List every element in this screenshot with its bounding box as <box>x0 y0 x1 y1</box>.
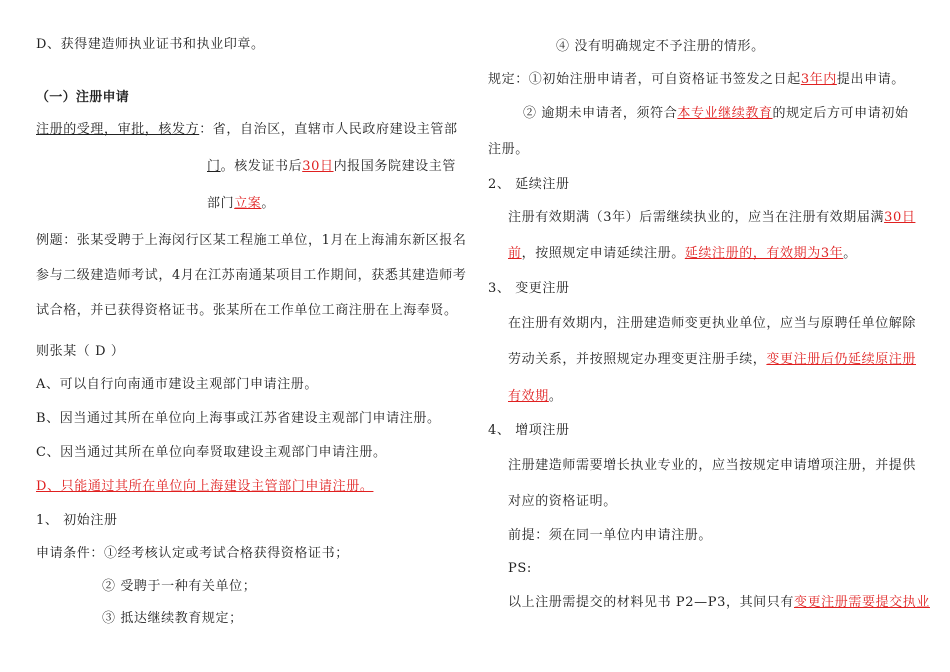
red-renewal-validity: 延续注册的，有效期为3年 <box>684 246 844 261</box>
rule-2 <box>523 105 909 123</box>
red-change-materials: 变更注册需要提交执业 <box>793 595 930 610</box>
rule-1 <box>488 71 905 89</box>
addition-line-2: 对应的资格证明。 <box>508 494 617 509</box>
ps-line: PS: <box>508 561 532 576</box>
heading-renewal: 2、 延续注册 <box>488 177 570 192</box>
text-span: 劳动关系，并按照规定办理变更注册手续， <box>508 352 767 367</box>
filing-line <box>207 195 275 213</box>
change-line-3 <box>508 388 562 406</box>
authority-label: 注册的受理，审批，核发方 <box>36 122 200 137</box>
heading-change: 3、 变更注册 <box>488 281 570 296</box>
option-c: C、因当通过其所在单位向奉贤取建设主观部门申请注册。 <box>36 445 387 460</box>
option-d-previous: D、获得建造师执业证书和执业印章。 <box>36 37 265 52</box>
condition-1: 申请条件：①经考核认定或考试合格获得资格证书； <box>36 546 349 561</box>
text-span: 部门 <box>207 196 235 211</box>
text-span: 内报国务院建设主管 <box>333 159 456 174</box>
dept-char: 门 <box>207 159 221 174</box>
text-span: 规定：①初始注册申请者，可自资格证书签发之日起 <box>488 72 801 87</box>
red-validity-period: 有效期 <box>508 389 549 404</box>
materials-line <box>508 594 930 612</box>
authority-text: ：省，自治区，直辖市人民政府建设主管部 <box>199 122 458 137</box>
text-span: 。 <box>261 196 276 211</box>
text-span: ② 逾期未申请者，须符合 <box>523 106 678 121</box>
example-line-1: 例题：张某受聘于上海闵行区某工程施工单位，1月在上海浦东新区报名 <box>36 233 467 248</box>
red-continuing-education: 本专业继续教育 <box>677 106 773 121</box>
question-line: 则张某（ D ） <box>36 344 125 359</box>
change-line-1: 在注册有效期内，注册建造师变更执业单位，应当与原聘任单位解除 <box>508 316 917 331</box>
text-span: 。 <box>548 389 563 404</box>
option-b: B、因当通过其所在单位向上海事或江苏省建设主观部门申请注册。 <box>36 411 441 426</box>
text-span: ，按照规定申请延续注册。 <box>521 246 685 261</box>
red-filing: 立案 <box>234 196 262 211</box>
text-span: 提出申请。 <box>836 72 905 87</box>
condition-2: ② 受聘于一种有关单位； <box>102 579 257 594</box>
example-line-3: 试合格，并已获得资格证书。张某所在工作单位工商注册在上海奉贤。 <box>36 303 458 318</box>
red-change-validity: 变更注册后仍延续原注册 <box>766 352 917 367</box>
option-d-answer: D、只能通过其所在单位向上海建设主管部门申请注册。 <box>36 479 374 494</box>
text-span: 。 <box>843 246 857 261</box>
condition-3: ③ 抵达继续教育规定； <box>102 611 243 626</box>
red-30-days-2: 30日 <box>884 210 916 225</box>
renewal-line-2 <box>508 245 857 263</box>
addition-line-1: 注册建造师需要增长执业专业的，应当按规定申请增项注册，并提供 <box>508 458 917 473</box>
red-30-days: 30日 <box>302 159 334 174</box>
section-title: （一）注册申请 <box>36 90 130 105</box>
option-a: A、可以自行向南通市建设主观部门申请注册。 <box>36 377 318 392</box>
condition-4: ④ 没有明确规定不予注册的情形。 <box>556 39 765 54</box>
text-span: 的规定后方可申请初始 <box>772 106 909 121</box>
text-span: 注册有效期满（3年）后需继续执业的，应当在注册有效期届满 <box>508 210 885 225</box>
renewal-line-1 <box>508 209 915 227</box>
change-line-2 <box>508 351 916 369</box>
example-line-2: 参与二级建造师考试，4月在江苏南通某项目工作期间，获悉其建造师考 <box>36 268 467 283</box>
text-span: 。核发证书后 <box>220 159 303 174</box>
red-before: 前 <box>508 246 522 261</box>
rule-2-cont: 注册。 <box>488 142 529 157</box>
registration-authority-line <box>36 121 458 139</box>
certificate-report-line <box>207 158 456 176</box>
heading-initial-registration: 1、 初始注册 <box>36 513 118 528</box>
red-3-years: 3年内 <box>800 72 837 87</box>
premise-line: 前提：须在同一单位内申请注册。 <box>508 528 713 543</box>
text-span: 以上注册需提交的材料见书 P2—P3，其间只有 <box>508 595 794 610</box>
heading-addition: 4、 增项注册 <box>488 423 570 438</box>
